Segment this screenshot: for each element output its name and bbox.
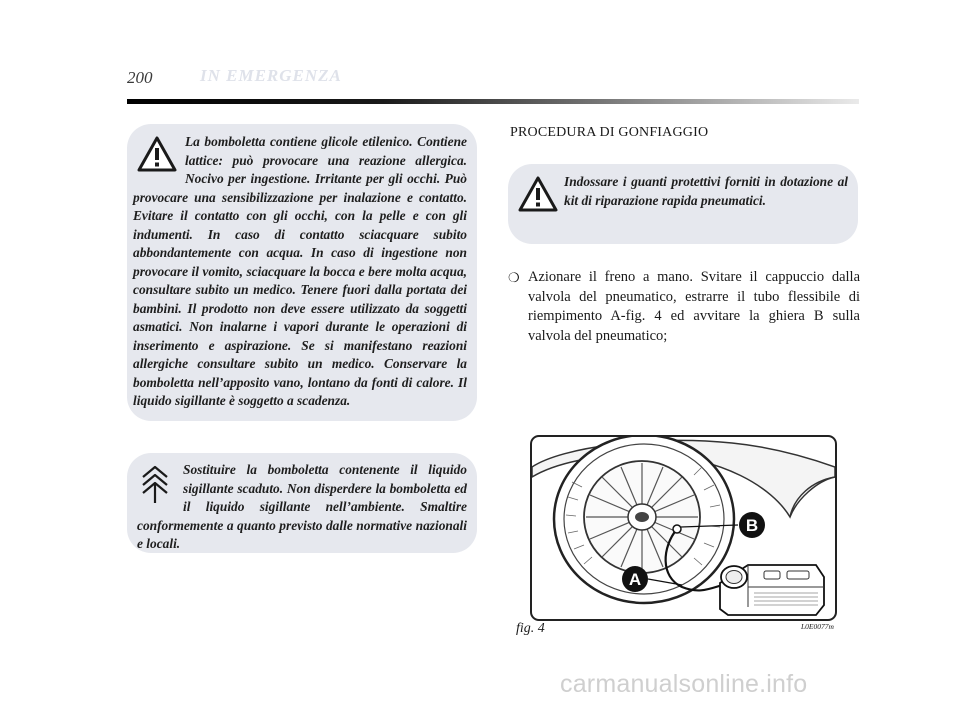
label-a: A: [628, 570, 642, 589]
compressor: [720, 565, 824, 615]
warning-triangle-icon: [518, 176, 558, 216]
warning-box: [127, 124, 477, 421]
environment-text: Sostituire la bomboletta contenente il liquido sigillante scaduto. Non disperdere la bomboletta ed il liquido sigillante nell’ambiente. Smaltire conformemente a quanto previsto dalle normative nazionali e locali.: [137, 462, 467, 551]
gloves-warning-text: Indossare i guanti protettivi forniti in dotazione al kit di riparazione rapida pneumatici.: [564, 174, 848, 208]
tyre-inflation-illustration: [532, 437, 835, 619]
warning-text: La bomboletta contiene glicole etilenico. Contiene lattice: può provocare una reazione allergica. Nocivo per ingestione. Irritante per gli occhi. Può provocare una sensibilizzazione per inalazione e contatto. Evitare il contatto con gli occhi, con la pelle e con gli indumenti. In caso di contatto sciacquare subito abbondantemente con acqua. In caso di ingestione non provocare il vomito, sciacquare la bocca e bere molta acqua, consultare subito un medico. Tenere fuori dalla portata dei bambini. Il prodotto non deve essere utilizzato da soggetti asmatici. Non inalarne i vapori durante le operazioni di inserimento e aspirazione. Se si manifestano reazioni allergiche consultare subito un medico. Conservare la bomboletta nell’apposito vano, lontano da fonti di calore. Il liquido sigillante è soggetto a scadenza.: [133, 134, 467, 408]
header-rule: [127, 99, 859, 104]
label-b: B: [745, 516, 759, 535]
page-number: 200: [127, 68, 153, 87]
watermark: carmanualsonline.info: [560, 670, 808, 698]
procedure-step: [508, 268, 860, 346]
figure-4: [530, 435, 837, 621]
step-bullet: ❍: [508, 270, 520, 285]
environment-box: [127, 453, 477, 553]
figure-caption: fig. 4: [516, 621, 545, 636]
step-text: Azionare il freno a mano. Svitare il cappuccio dalla valvola del pneumatico, estrarre il tubo flessibile di riempimento A-fig. 4 ed avvitare la ghiera B sulla valvola del pneumatico;: [528, 269, 860, 344]
gloves-warning-box: [508, 164, 858, 244]
section-title: IN EMERGENZA: [200, 66, 342, 85]
procedure-title: PROCEDURA DI GONFIAGGIO: [510, 125, 709, 140]
figure-code: L0E0077m: [801, 622, 834, 631]
